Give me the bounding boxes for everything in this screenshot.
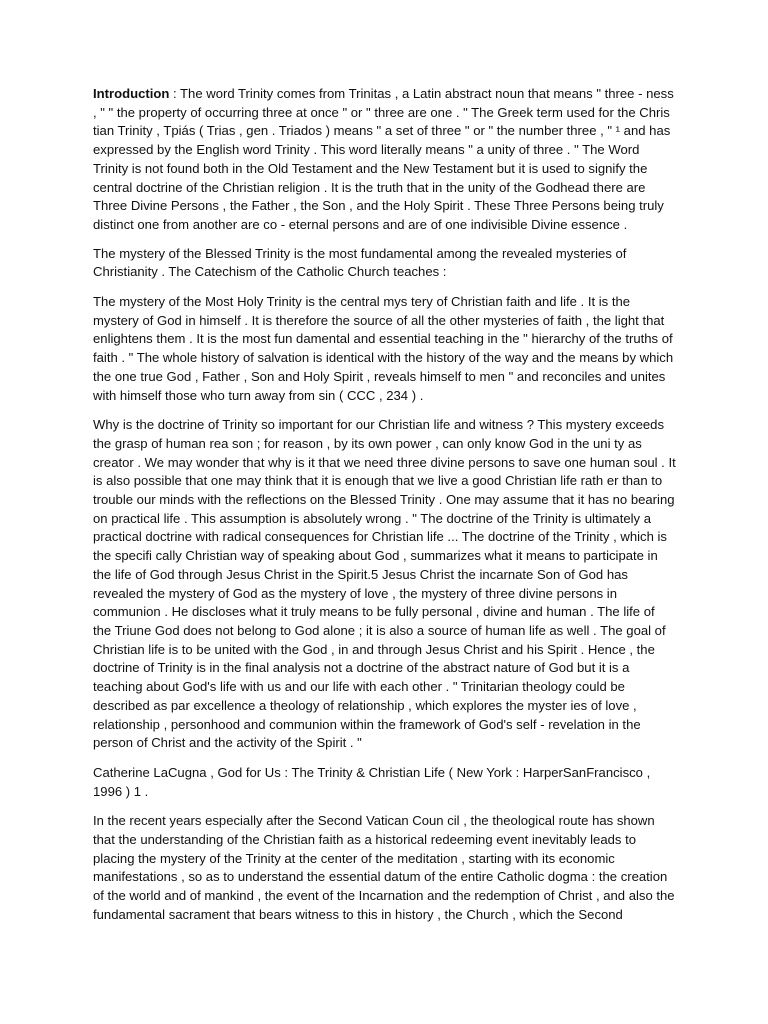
catechism-quote-paragraph: The mystery of the Most Holy Trinity is the central mys tery of Christian faith and life . It is the mystery of God in himself . It is therefore the source of all the other mysteries of faith , the light that enlightens them . It is the most fun damental and essential teaching in the " hierarchy of the truths of faith . " The whole history of salvation is identical with the history of the way and the means by which the one true God , Father , Son and Holy Spirit , reveals himself to men " and reconciles and unites with himself those who turn away from sin ( CCC , 234 ) .: [93, 294, 674, 403]
intro-paragraph: [93, 85, 676, 235]
intro-heading: Introduction: [93, 86, 170, 101]
vatican-council-paragraph: In the recent years especially after the Second Vatican Coun cil , the theological route has shown that the understanding of the Christian faith as a historical redeeming event inevitably leads to placing the mystery of the Trinity at the center of the meditation , starting with its economic manifestations , so as to understand the essential datum of the entire Catholic dogma : the creation of the world and of mankind , the event of the Incarnation and the redemption of Christ , and also the fundamental sacrament that bears witness to this in history , the Church , which the Second: [93, 813, 675, 922]
document-page: [93, 85, 676, 936]
doctrine-importance-paragraph: Why is the doctrine of Trinity so important for our Christian life and witness ? This mystery exceeds the grasp of human rea son ; for reason , by its own power , can only know God in the uni ty as creator . We may wonder that why is it that we need three divine persons to save one human soul . It is also possible that one may think that it is enough that we live a good Christian life rath er than to trouble our minds with the reflections on the Blessed Trinity . One may assume that it has no bearing on practical life . This assumption is absolutely wrong . " The doctrine of the Trinity is ultimately a practical doctrine with radical consequences for Christian life ... The doctrine of the Trinity , which is the specifi cally Christian way of speaking about God , summarizes what it means to participate in the life of God through Jesus Christ in the Spirit.5 Jesus Christ the incarnate Son of God has revealed the mystery of God as the mystery of love , the mystery of three divine persons in communion . He discloses what it truly means to be fully personal , divine and human . The life of the Triune God does not belong to God alone ; it is also a source of human life as well . The goal of Christian life is to be united with the God , in and through Jesus Christ and his Spirit . Hence , the doctrine of Trinity is in the final analysis not a doctrine of the abstract nature of God but it is a teaching about God's life with us and our life with each other . " Trinitarian theology could be described as par excellence a theology of relationship , which explores the myster ies of love , relationship , personhood and communion within the framework of God's self - revelation in the person of Christ and the activity of the Spirit . ": [93, 417, 676, 751]
blessed-trinity-paragraph: The mystery of the Blessed Trinity is the most fundamental among the revealed mysteries of Christianity . The Catechism of the Catholic Church teaches :: [93, 245, 627, 280]
intro-text: : The word Trinity comes from Trinitas , a Latin abstract noun that means " three - ness , " " the property of occurring three at once " or " three are one . " The Greek term used for the Chris tian Trinity , Tpiás ( Trias , gen . Triados ) means " a set of three " or " the number three , " ¹ and has expressed by the English word Trinity . This word literally means " a unity of three . " The Word Trinity is not found both in the Old Testament and the New Testament but it is used to signify the central doctrine of the Christian religion . It is the truth that in the unity of the Godhead there are Three Divine Persons , the Father , the Son , and the Holy Spirit . These Three Persons being truly distinct one from another are co - eternal persons and are of one indivisible Divine essence .: [93, 86, 674, 232]
citation-paragraph: Catherine LaCugna , God for Us : The Trinity & Christian Life ( New York : HarperSanFrancisco , 1996 ) 1 .: [93, 764, 651, 799]
